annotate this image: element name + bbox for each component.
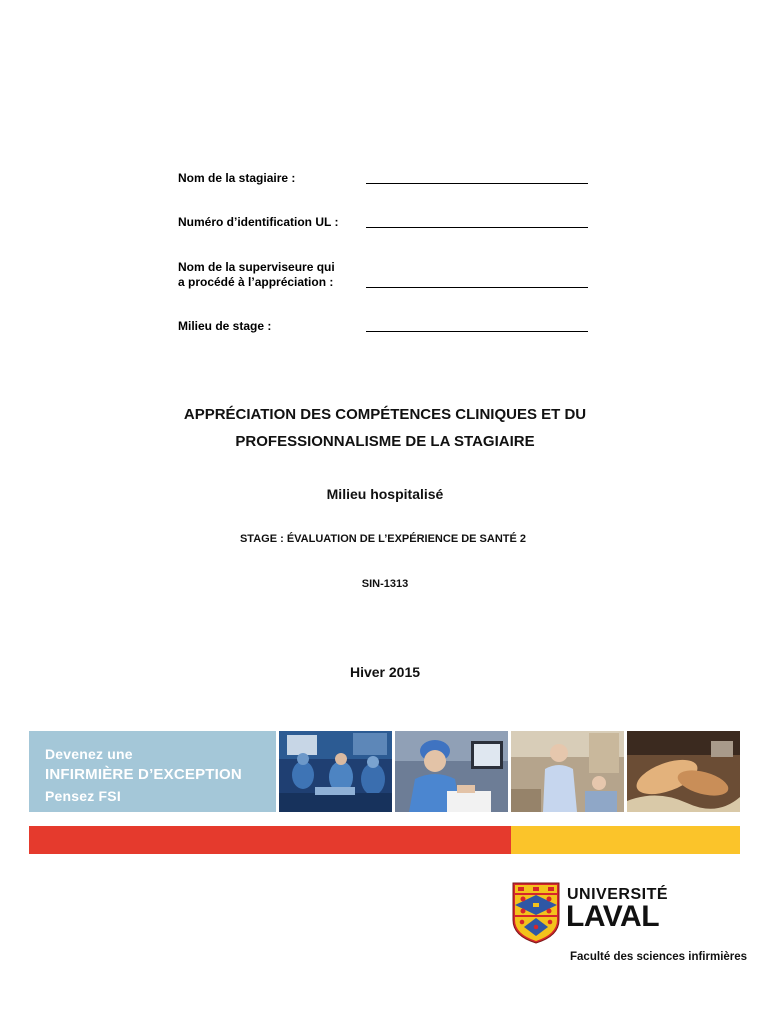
document-setting: Milieu hospitalisé [326,486,444,502]
red-stripe [29,826,511,854]
operating-room-photo [279,731,392,812]
logo-line1: UNIVERSITÉ [567,886,669,903]
faculty-name: Faculté des sciences infirmières [570,951,748,963]
field-label: Nom de la stagiaire : [178,171,296,185]
trainee-name-blank-line[interactable] [366,183,588,184]
field-label: Nom de la superviseure qui a procédé à l’appréciation : [178,260,335,289]
promo-line3: Pensez FSI [45,788,121,804]
supervisor-blank-line[interactable] [366,287,588,288]
promo-text-box [29,731,276,812]
stage-title: STAGE : ÉVALUATION DE L’EXPÉRIENCE DE SANTÉ 2 [239,533,527,545]
field-label: Numéro d’identification UL : [178,215,339,229]
setting-blank-line[interactable] [366,331,588,332]
document-title-line2: PROFESSIONNALISME DE LA STAGIAIRE [235,433,535,450]
promo-banner [29,731,740,812]
logo-line2: LAVAL [566,900,660,933]
nurse-at-computer-photo [395,731,508,812]
promo-line1: Devenez une [45,746,133,762]
yellow-stripe [511,826,740,854]
term: Hiver 2015 [349,664,421,680]
promo-line2: INFIRMIÈRE D’EXCEPTION [45,766,242,783]
university-crest-icon [512,882,560,949]
hands-care-photo [627,731,740,812]
nurse-with-patient-photo [511,731,624,812]
document-title-line1: APPRÉCIATION DES COMPÉTENCES CLINIQUES ET DU [183,406,587,423]
field-label: Milieu de stage : [178,319,272,333]
ul-id-blank-line[interactable] [366,227,588,228]
course-code: SIN-1313 [361,578,409,590]
